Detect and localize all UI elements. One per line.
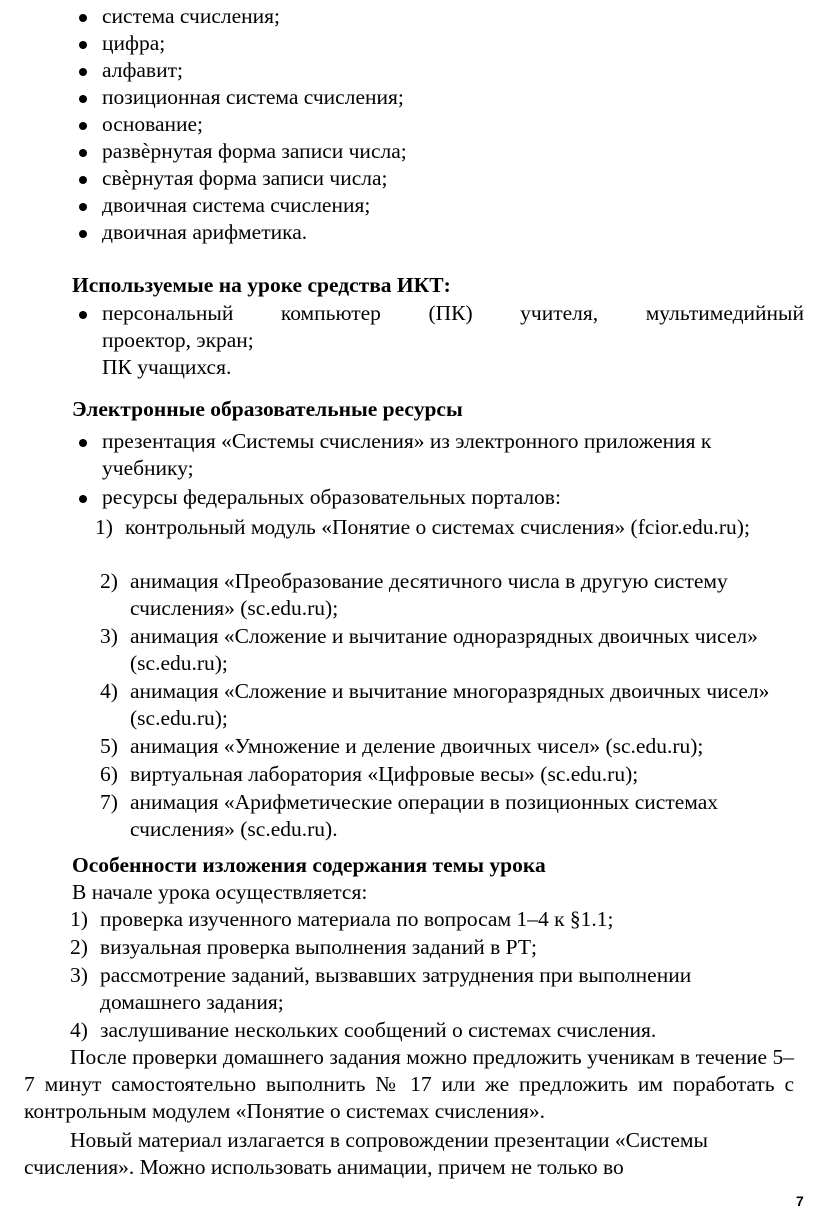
ict-item-line: ПК учащихся. — [102, 355, 232, 379]
page-number: 7 — [796, 1193, 804, 1209]
portal-resources-list — [95, 514, 795, 541]
list-item: двоичная арифметика. — [72, 219, 802, 246]
list-item: презентация «Системы счисления» из электронного приложения к учебнику; — [72, 428, 787, 482]
list-item: 3) анимация «Сложение и вычитание одноразрядных двоичных чисел» (sc.edu.ru); — [100, 624, 758, 675]
list-item: цифра; — [72, 30, 802, 57]
terms-list — [72, 3, 802, 246]
list-item: 3) рассмотрение заданий, вызвавших затруднения при выполнении домашнего задания; — [70, 963, 692, 1014]
portal-resources-list-cont — [100, 568, 800, 843]
list-item: двоичная система счисления; — [72, 192, 802, 219]
resources-list — [72, 428, 787, 511]
resources-heading: Электронные образовательные ресурсы — [72, 397, 463, 421]
list-item — [72, 300, 804, 381]
paragraph: Новый материал излагается в сопровождении презентации «Системы счисления». Можно использовать анимации, причем не только во — [24, 1128, 708, 1179]
list-item: основание; — [72, 111, 802, 138]
features-list — [70, 906, 780, 1044]
list-item: развѐрнутая форма записи числа; — [72, 138, 802, 165]
list-item: 4) анимация «Сложение и вычитание многоразрядных двоичных чисел» (sc.edu.ru); — [100, 679, 770, 730]
list-item: 6) виртуальная лаборатория «Цифровые весы» (sc.edu.ru); — [100, 762, 639, 786]
list-item: свѐрнутая форма записи числа; — [72, 165, 802, 192]
paragraph: После проверки домашнего задания можно предложить ученикам в течение 5–7 минут самостоятельно выполнить № 17 или же предложить им поработать с контрольным модулем «Понятие о системах счисления». — [24, 1045, 794, 1123]
list-item: 5) анимация «Умножение и деление двоичных чисел» (sc.edu.ru); — [100, 734, 704, 758]
ict-list — [72, 300, 804, 381]
list-item: система счисления; — [72, 3, 802, 30]
list-item: 2) визуальная проверка выполнения заданий в РТ; — [70, 935, 537, 959]
ict-item-line: проектор, экран; — [102, 328, 254, 352]
list-item: 4) заслушивание нескольких сообщений о системах счисления. — [70, 1018, 657, 1042]
ict-heading: Используемые на уроке средства ИКТ: — [72, 273, 451, 297]
features-heading: Особенности изложения содержания темы урока — [72, 853, 546, 877]
list-item: 7) анимация «Арифметические операции в позиционных системах счисления» (sc.edu.ru). — [100, 790, 719, 841]
list-item: 2) анимация «Преобразование десятичного числа в другую систему счисления» (sc.edu.ru); — [100, 569, 728, 620]
features-intro: В начале урока осуществляется: — [72, 880, 368, 904]
list-item: 1) контрольный модуль «Понятие о системах счисления» (fcior.edu.ru); — [95, 515, 750, 539]
list-item: ресурсы федеральных образовательных порталов: — [72, 484, 787, 511]
list-item: 1) проверка изученного материала по вопросам 1–4 к §1.1; — [70, 907, 614, 931]
list-item: позиционная система счисления; — [72, 84, 802, 111]
ict-item-line: персональный компьютер (ПК) учителя, мультимедийный — [102, 301, 804, 325]
list-item: алфавит; — [72, 57, 802, 84]
